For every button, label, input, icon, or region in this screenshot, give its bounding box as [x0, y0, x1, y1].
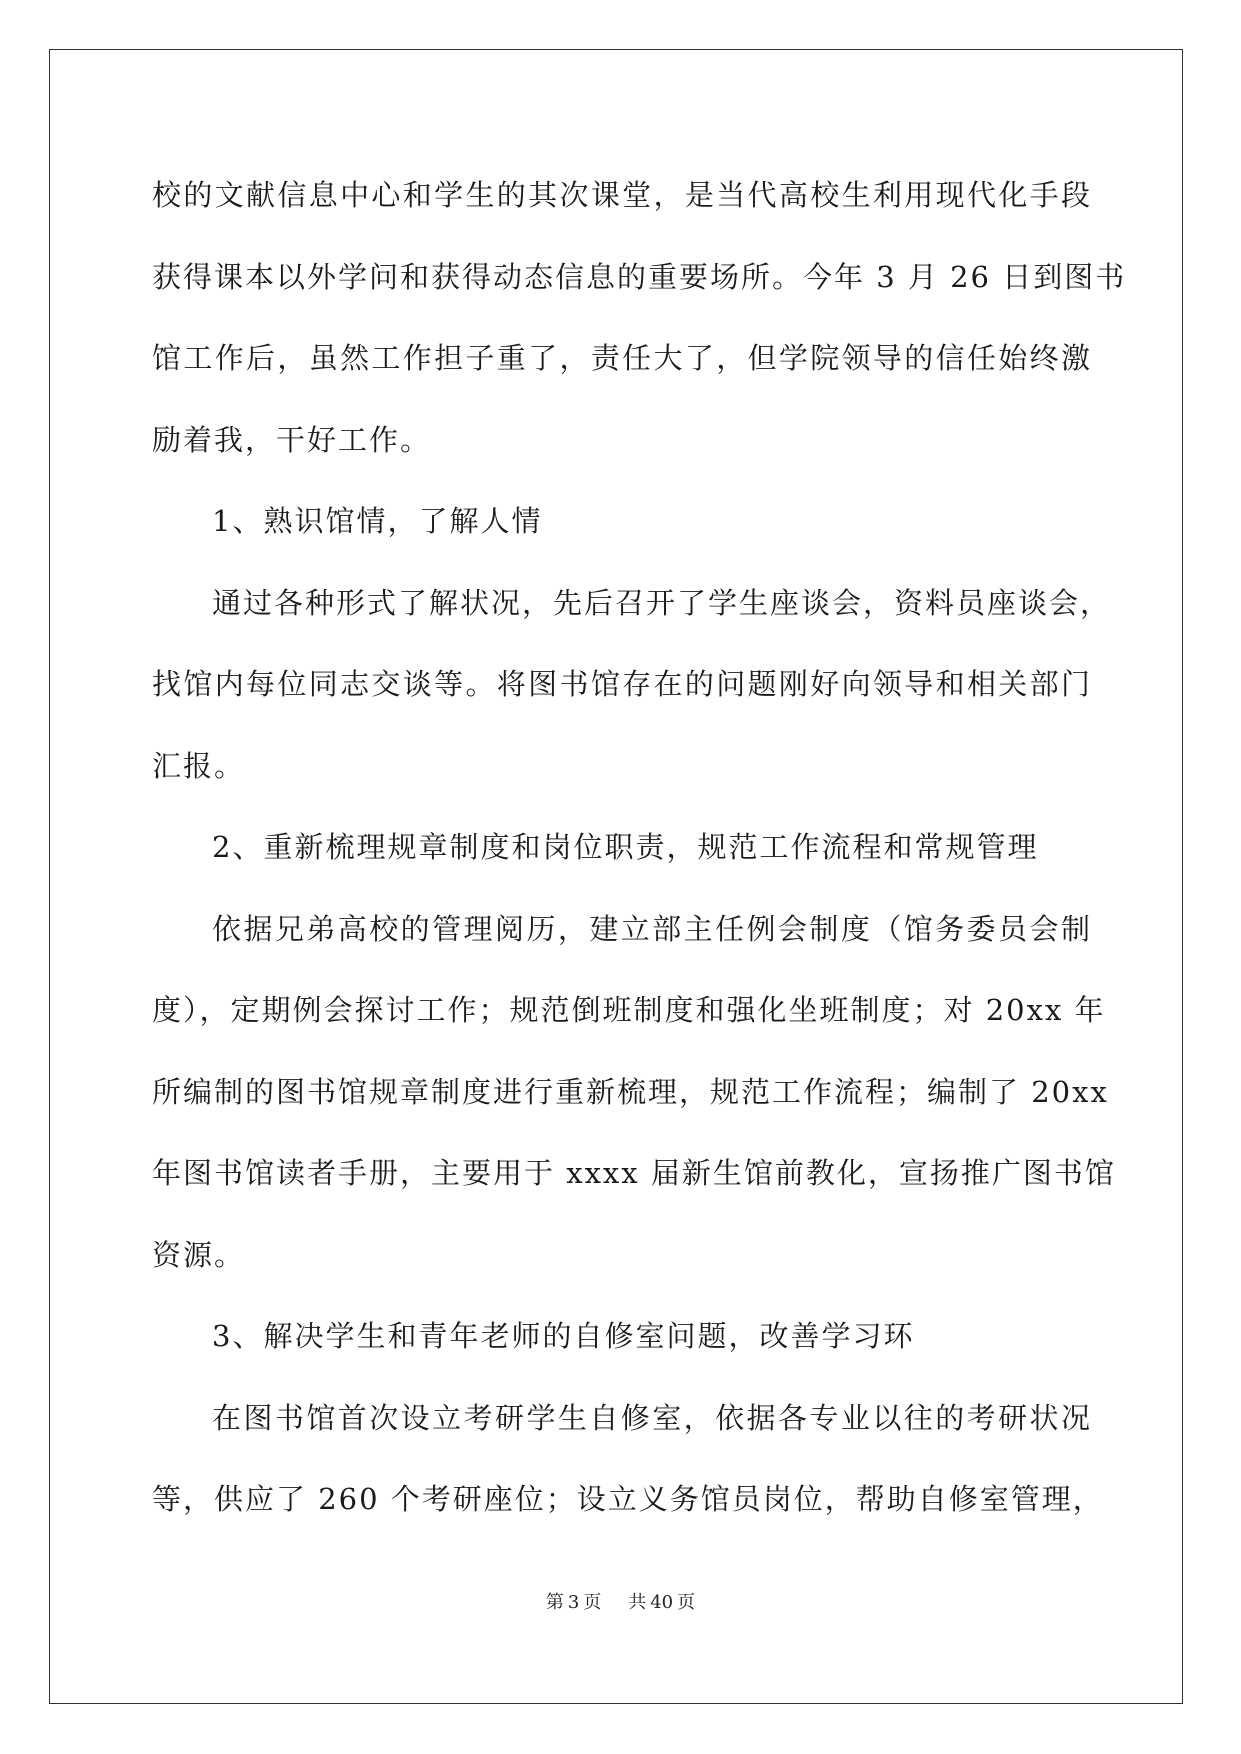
text-line: 获得课本以外学问和获得动态信息的重要场所。今年 3 月 26 日到图书 — [152, 259, 1127, 294]
text-line: 年图书馆读者手册，主要用于 xxxx 届新生馆前教化，宣扬推广图书馆 — [152, 1156, 1116, 1190]
text-line: 所编制的图书馆规章制度进行重新梳理，规范工作流程；编制了 20xx — [152, 1074, 1109, 1109]
text-line: 资源。 — [152, 1237, 246, 1272]
section-heading: 3、解决学生和青年老师的自修室问题，改善学习环 — [212, 1319, 915, 1353]
section-heading: 2、重新梳理规章制度和岗位职责，规范工作流程和常规管理 — [212, 830, 1039, 864]
footer-page-suffix: 页 — [583, 1592, 602, 1613]
text-line: 励着我，干好工作。 — [152, 422, 432, 457]
text-line: 馆工作后，虽然工作担子重了，责任大了，但学院领导的信任始终激 — [152, 341, 1092, 375]
page-footer — [0, 1588, 1241, 1614]
text-line: 依据兄弟高校的管理阅历，建立部主任例会制度（馆务委员会制 — [212, 911, 1092, 946]
text-line: 通过各种形式了解状况，先后召开了学生座谈会，资料员座谈会， — [212, 585, 1112, 620]
footer-page-number: 3 — [567, 1592, 580, 1613]
footer-total-pages: 40 — [650, 1592, 674, 1613]
text-line: 汇报。 — [152, 748, 246, 783]
section-heading: 1、熟识馆情，了解人情 — [212, 504, 543, 538]
text-line: 等，供应了 260 个考研座位；设立义务馆员岗位，帮助自修室管理， — [152, 1482, 1104, 1516]
text-line: 找馆内每位同志交谈等。将图书馆存在的问题刚好向领导和相关部门 — [152, 667, 1092, 701]
text-line: 度），定期例会探讨工作；规范倒班制度和强化坐班制度；对 20xx 年 — [152, 993, 1106, 1027]
text-line: 校的文献信息中心和学生的其次课堂，是当代高校生利用现代化手段 — [152, 178, 1092, 212]
text-line: 在图书馆首次设立考研学生自修室，依据各专业以往的考研状况 — [212, 1400, 1092, 1435]
footer-total-prefix: 共 — [628, 1592, 647, 1613]
document-body — [152, 155, 1127, 1541]
footer-page-prefix: 第 — [545, 1592, 564, 1613]
footer-total-suffix: 页 — [677, 1592, 696, 1613]
